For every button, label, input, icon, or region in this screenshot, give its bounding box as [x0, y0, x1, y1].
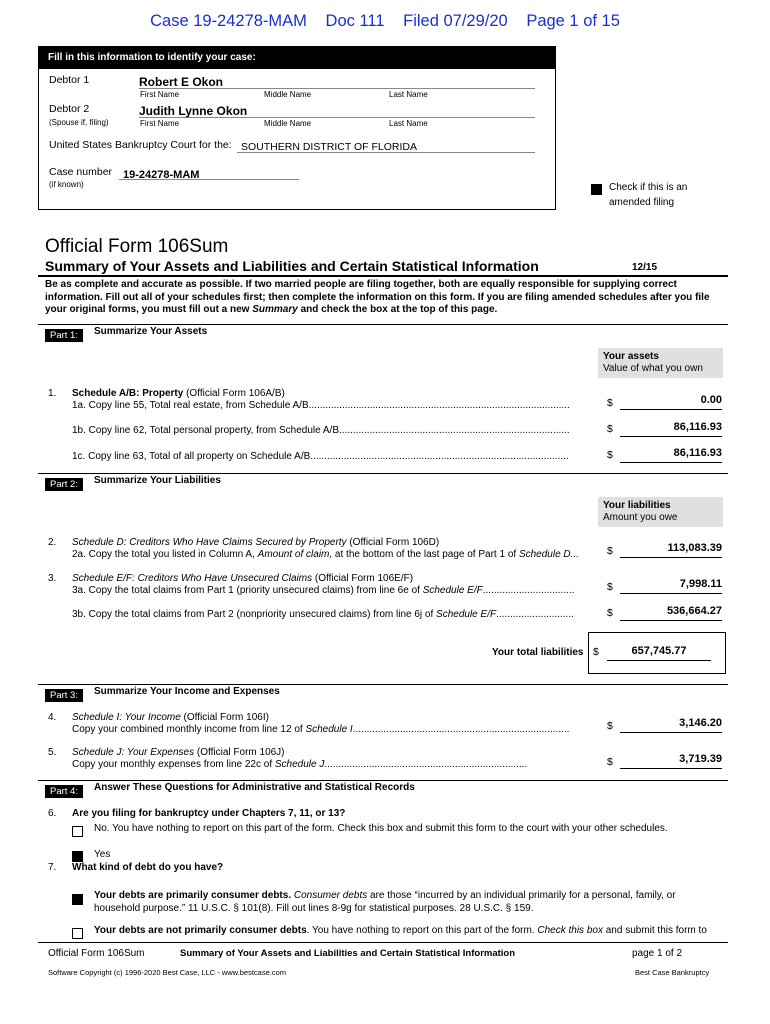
line3a-amount[interactable]: 7,998.11: [620, 578, 722, 594]
part2-rule: [38, 473, 728, 474]
assets-column-header: Your assets Value of what you own: [598, 348, 723, 378]
line3a-text: 3a. Copy the total claims from Part 1 (priority unsecured claims) from line 6e of Schedule E/F.................................: [72, 585, 575, 596]
debtor1-name: Robert E Okon: [139, 75, 224, 89]
court-district-field[interactable]: [237, 137, 535, 153]
line1a-amount[interactable]: 0.00: [620, 394, 722, 410]
line5-text: Copy your monthly expenses from line 22c of Schedule J.........................................................................: [72, 759, 528, 770]
debtor1-first-caption: First Name: [140, 90, 180, 99]
liabilities-column-header: Your liabilities Amount you owe: [598, 497, 723, 527]
case-number-label: Case number: [49, 166, 113, 178]
line1-heading: Schedule A/B: Property (Official Form 106A/B): [72, 388, 285, 399]
question6-text: Are you filing for bankruptcy under Chapters 7, 11, or 13?: [72, 808, 346, 819]
line1a-text: 1a. Copy line 55, Total real estate, from Schedule A/B..............................................................................................: [72, 400, 570, 411]
total-liabilities-amount[interactable]: 657,745.77: [607, 645, 711, 661]
line4-heading: Schedule I: Your Income (Official Form 106I): [72, 712, 269, 723]
line3b-dollar: $: [607, 607, 613, 619]
line2a-dollar: $: [607, 545, 613, 557]
line4-text: Copy your combined monthly income from line 12 of Schedule I..............................................................................: [72, 724, 570, 735]
debtor2-first-caption: First Name: [140, 119, 180, 128]
part1-header: [45, 325, 83, 343]
part4-tag: Part 4:: [45, 785, 83, 798]
form-revision: 12/15: [632, 262, 658, 273]
line5-heading: Schedule J: Your Expenses (Official Form 106J): [72, 747, 285, 758]
part1-title: Summarize Your Assets: [94, 326, 208, 337]
consumer-debts-checkbox[interactable]: [72, 892, 83, 910]
line4-dollar: $: [607, 720, 613, 732]
question7-text: What kind of debt do you have?: [72, 862, 224, 873]
debtor2-label: Debtor 2: [49, 103, 90, 115]
line3-number: 3.: [48, 573, 57, 584]
q6-yes-label: Yes: [94, 849, 111, 860]
line3b-text: 3b. Copy the total claims from Part 2 (nonpriority unsecured claims) from line 6j of Schedule E/F............................: [72, 609, 574, 620]
line3b-amount[interactable]: 536,664.27: [620, 605, 722, 621]
case-identification-box: [38, 46, 556, 210]
part3-rule: [38, 684, 728, 685]
line5-amount[interactable]: 3,719.39: [620, 753, 722, 769]
filed-date-stamp: Filed 07/29/20: [403, 12, 508, 30]
consumer-debts-label: Your debts are primarily consumer debts. Consumer debts are those “incurred by an individual primarily for a personal, family, or household purpose.” 11 U.S.C. § 101(8). Fill out lines 8-9g for statistical purposes. 28 U.S.C. § 159.: [94, 890, 676, 914]
line5-dollar: $: [607, 756, 613, 768]
line4-amount[interactable]: 3,146.20: [620, 717, 722, 733]
line1b-text: 1b. Copy line 62, Total personal property, from Schedule A/B...................................................................................: [72, 425, 570, 436]
amended-filing-label-2: amended filing: [609, 197, 675, 208]
question6-number: 6.: [48, 808, 57, 819]
court-label: United States Bankruptcy Court for the:: [49, 139, 232, 151]
case-number-value: 19-24278-MAM: [123, 169, 200, 181]
line1a-dollar: $: [607, 397, 613, 409]
debtor1-label: Debtor 1: [49, 74, 90, 86]
debtor2-name-field[interactable]: [139, 102, 535, 118]
line3-heading: Schedule E/F: Creditors Who Have Unsecured Claims (Official Form 106E/F): [72, 573, 414, 584]
form-instructions: [45, 279, 725, 317]
part3-tag: Part 3:: [45, 689, 83, 702]
identification-heading: Fill in this information to identify your case:: [39, 47, 555, 69]
line1b-dollar: $: [607, 423, 613, 435]
q6-no-checkbox[interactable]: [72, 824, 83, 842]
part2-header: [45, 474, 83, 492]
title-divider: [38, 275, 728, 277]
q6-no-label: No. You have nothing to report on this part of the form. Check this box and submit this form to the court with your other schedules.: [94, 823, 668, 834]
debtor2-spouse-note: (Spouse if, filing): [49, 118, 109, 127]
court-district-value: SOUTHERN DISTRICT OF FLORIDA: [241, 141, 417, 153]
footer-page-number: page 1 of 2: [632, 948, 683, 959]
line2a-text: 2a. Copy the total you listed in Column A, Amount of claim, at the bottom of the last page of Part 1 of Schedule D...: [72, 549, 579, 560]
footer-form-name: Official Form 106Sum: [48, 948, 145, 959]
part3-title: Summarize Your Income and Expenses: [94, 686, 280, 697]
total-liabilities-dollar: $: [593, 646, 599, 658]
non-consumer-debts-label: Your debts are not primarily consumer debts. You have nothing to report on this part of the form. Check this box and submit this form to: [94, 925, 707, 936]
instruction-line-2: information. Fill out all of your schedules first; then complete the information on this form. If you are filing amended schedules after you file: [45, 291, 710, 303]
part4-header: [45, 781, 83, 799]
form-subtitle: Summary of Your Assets and Liabilities and Certain Statistical Information: [45, 258, 539, 274]
line2-number: 2.: [48, 537, 57, 548]
line1c-text: 1c. Copy line 63, Total of all property on Schedule A/B.............................................................................................: [72, 451, 569, 462]
part4-title: Answer These Questions for Administrative and Statistical Records: [94, 782, 415, 793]
amended-filing-checkbox[interactable]: [591, 182, 602, 200]
part3-header: [45, 685, 83, 703]
line1c-dollar: $: [607, 449, 613, 461]
part2-title: Summarize Your Liabilities: [94, 475, 221, 486]
line1-number: 1.: [48, 388, 57, 399]
line3a-dollar: $: [607, 581, 613, 593]
part2-tag: Part 2:: [45, 478, 83, 491]
debtor1-middle-caption: Middle Name: [264, 90, 312, 99]
part1-rule: [38, 324, 728, 325]
case-number-field[interactable]: [119, 165, 299, 180]
debtor1-last-caption: Last Name: [389, 90, 428, 99]
line2-heading: Schedule D: Creditors Who Have Claims Secured by Property (Official Form 106D): [72, 537, 440, 548]
line1c-amount[interactable]: 86,116.93: [620, 447, 722, 463]
vendor-brand: Best Case Bankruptcy: [635, 968, 710, 977]
debtor2-last-caption: Last Name: [389, 119, 428, 128]
software-copyright: Software Copyright (c) 1996-2020 Best Case, LLC - www.bestcase.com: [48, 968, 287, 977]
court-filing-stamp: [0, 12, 770, 31]
case-number-ifknown: (if known): [49, 180, 84, 189]
page-count-stamp: Page 1 of 15: [526, 12, 620, 30]
part1-tag: Part 1:: [45, 329, 83, 342]
form-title: Official Form 106Sum: [45, 236, 229, 257]
line1b-amount[interactable]: 86,116.93: [620, 421, 722, 437]
line2a-amount[interactable]: 113,083.39: [620, 542, 722, 558]
instruction-line-3: your original forms, you must fill out a new Summary and check the box at the top of this page.: [45, 304, 498, 315]
amended-checkbox-box[interactable]: [591, 184, 602, 195]
debtor2-name: Judith Lynne Okon: [139, 104, 248, 118]
debtor2-middle-caption: Middle Name: [264, 119, 312, 128]
amended-filing-label-1: Check if this is an: [609, 182, 688, 193]
debtor1-name-field[interactable]: [139, 73, 535, 89]
line4-number: 4.: [48, 712, 57, 723]
line5-number: 5.: [48, 747, 57, 758]
case-number-stamp: Case 19-24278-MAM: [150, 12, 307, 30]
question7-number: 7.: [48, 862, 57, 873]
part4-rule: [38, 780, 728, 781]
footer-form-title: Summary of Your Assets and Liabilities and Certain Statistical Information: [180, 948, 516, 959]
doc-number-stamp: Doc 111: [325, 12, 385, 30]
instruction-line-1: Be as complete and accurate as possible. If two married people are filing together, both are equally responsible for supplying correct: [45, 279, 677, 290]
footer-rule: [38, 942, 728, 943]
total-liabilities-label: Your total liabilities: [492, 647, 584, 658]
